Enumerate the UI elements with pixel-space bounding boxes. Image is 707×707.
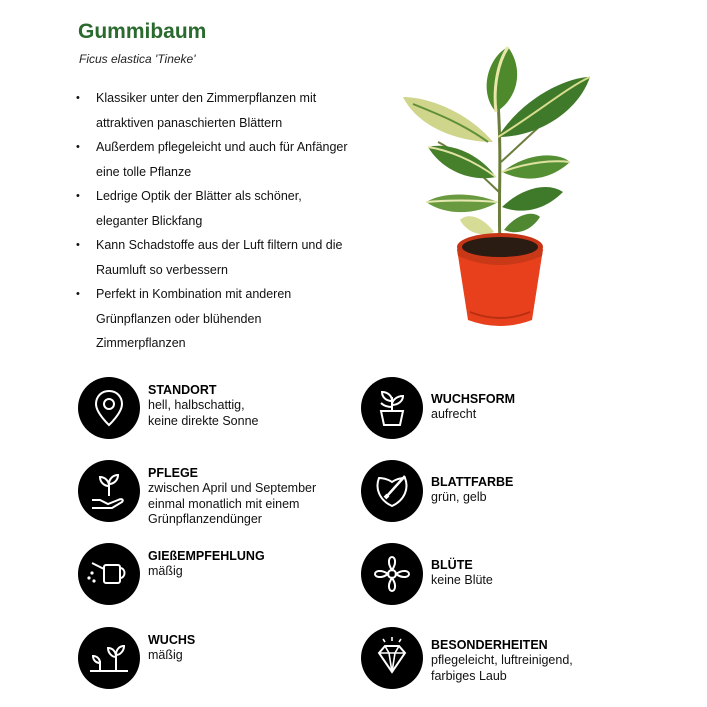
feature-blattfarbe [361,460,661,524]
feature-label: BLÜTE [431,558,473,572]
feature-value: pflegeleicht, luftreinigend, farbiges Laub [431,653,573,683]
bullet-item: • Klassiker unter den Zimmerpflanzen mit attraktiven panaschierten Blättern [74,86,349,135]
feature-value: zwischen April und September einmal monatlich mit einem Grünpflanzendünger [148,481,317,526]
feature-value: keine Blüte [431,573,493,587]
feature-value: mäßig [148,648,183,662]
feature-giessempfehlung [78,543,358,607]
hand-sprout-icon [78,460,140,522]
seedlings-icon [78,627,140,689]
feature-label: STANDORT [148,383,217,397]
location-pin-icon [78,377,140,439]
feature-standort [78,377,358,441]
leaf-brush-icon [361,460,423,522]
botanical-name: Ficus elastica 'Tineke' [79,52,196,66]
feature-label: PFLEGE [148,466,199,480]
feature-label: BESONDERHEITEN [431,638,548,652]
bullet-item: • Kann Schadstoffe aus der Luft filtern und die Raumluft so verbessern [74,233,349,282]
feature-wuchsform [361,377,661,441]
diamond-icon [361,627,423,689]
potted-plant-icon [361,377,423,439]
bullet-item: • Perfekt in Kombination mit anderen Grünpflanzen oder blühenden Zimmerpflanzen [74,282,349,356]
feature-value: grün, gelb [431,490,487,504]
feature-label: GIEßEMPFEHLUNG [148,549,265,563]
bullet-item: • Ledrige Optik der Blätter als schöner, eleganter Blickfang [74,184,349,233]
feature-value: mäßig [148,564,183,578]
feature-besonderheiten [361,627,661,691]
plant-photo [398,42,598,332]
feature-label: BLATTFARBE [431,475,514,489]
feature-pflege [78,460,358,524]
feature-value: aufrecht [431,407,477,421]
feature-label: WUCHS [148,633,196,647]
flower-icon [361,543,423,605]
feature-bluete [361,543,661,607]
feature-label: WUCHSFORM [431,392,516,406]
feature-wuchs [78,627,358,691]
bullet-item: • Außerdem pflegeleicht und auch für Anfänger eine tolle Pflanze [74,135,349,184]
feature-bullet-list [74,86,349,356]
product-title: Gummibaum [78,20,207,43]
watering-can-icon [78,543,140,605]
feature-value: hell, halbschattig, keine direkte Sonne [148,398,259,428]
